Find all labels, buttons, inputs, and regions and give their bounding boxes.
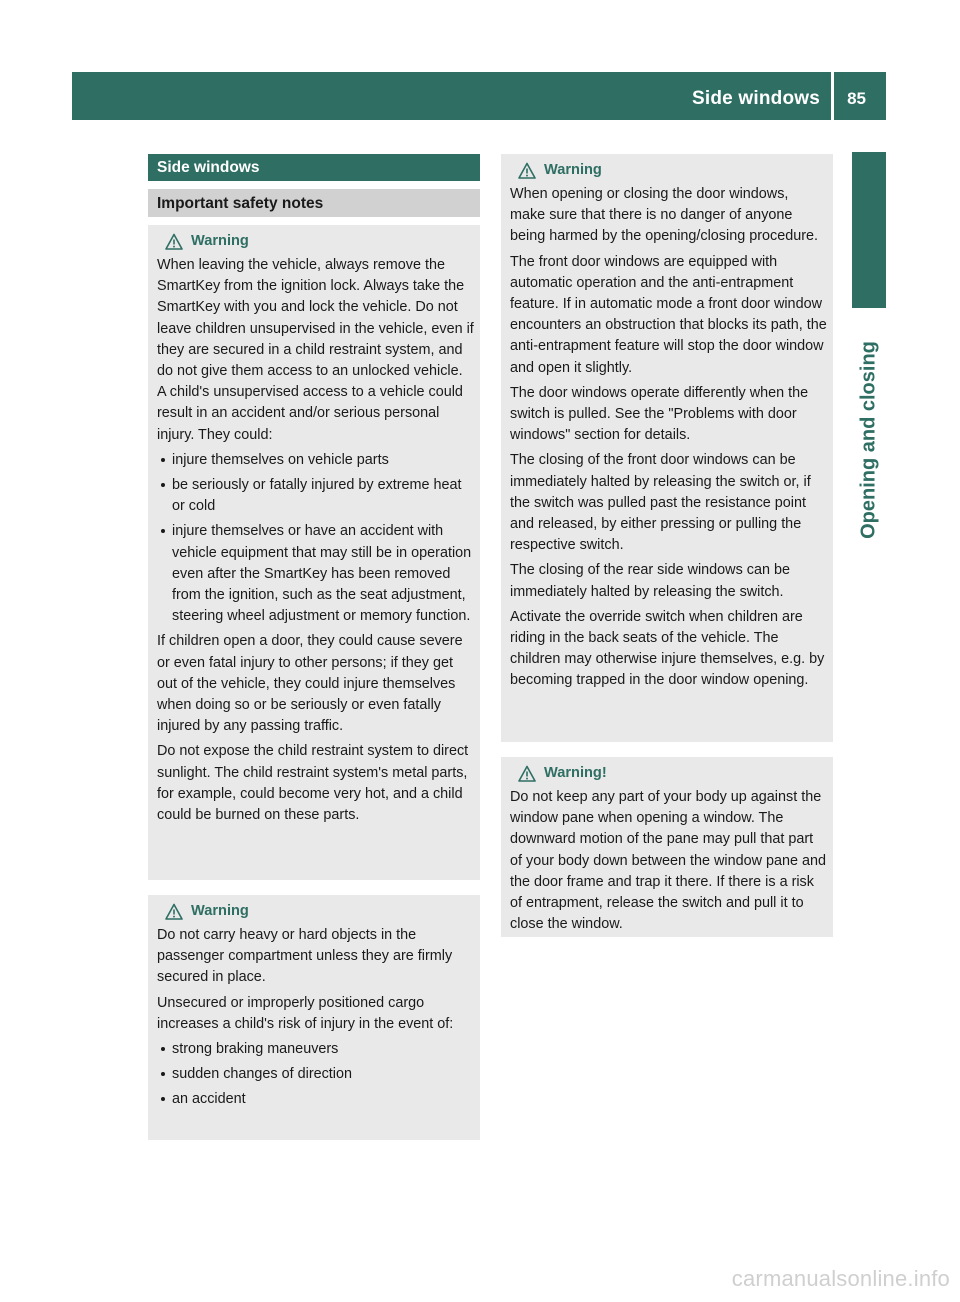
chapter-tab-block bbox=[852, 152, 886, 308]
watermark: carmanualsonline.info bbox=[731, 1266, 950, 1291]
warning-paragraph: When opening or closing the door windows, make sure that there is no danger of anyone being harmed by the opening/closing procedure. bbox=[510, 186, 819, 245]
list-item: an accident bbox=[157, 1089, 474, 1110]
warning-header bbox=[157, 233, 474, 251]
warning-label: Warning! bbox=[544, 765, 607, 782]
list-item: injure themselves on vehicle parts bbox=[157, 450, 474, 471]
warning-triangle-icon bbox=[518, 162, 536, 180]
warning-label: Warning bbox=[191, 903, 249, 920]
list-item: injure themselves or have an accident with vehicle equipment that may still be in operation even after the SmartKey has been removed from the ignition, such as the seat adjustment, steering wheel adjustment or memory function. bbox=[157, 521, 474, 627]
warning-paragraph: The door windows operate differently when the switch is pulled. See the "Problems with door windows" section for details. bbox=[510, 384, 809, 444]
chapter-tab-label: Opening and closing bbox=[857, 341, 880, 539]
warning-paragraph: Do not carry heavy or hard objects in the passenger compartment unless they are firmly secured in place. bbox=[157, 927, 453, 986]
warning-paragraph: Unsecured or improperly positioned cargo increases a child's risk of injury in the event of: bbox=[157, 994, 454, 1032]
warning-paragraph: Activate the override switch when children are riding in the back seats of the vehicle. The children may otherwise injure themselves, e.g. by becoming trapped in the door window opening. bbox=[510, 608, 825, 689]
warning-paragraph: If children open a door, they could cause severe or even fatal injury to other persons; if they get out of the vehicle, they could injure themselves when doing so or be seriously or even fatally injured by any passing traffic. bbox=[157, 633, 463, 735]
warning-paragraph: Do not keep any part of your body up against the window pane when opening a window. The downward motion of the pane may pull that part of your body down between the window pane and the door frame and trap it there. If there is a risk of entrapment, release the switch and pull it to close the window. bbox=[510, 789, 827, 933]
warning-triangle-icon bbox=[165, 903, 183, 921]
warning-header bbox=[510, 765, 827, 783]
warning-paragraph: The closing of the front door windows can be immediately halted by releasing the switch or, if the switch was pulled past the resistance point and released, by either pressing or pulling the respective switch. bbox=[510, 452, 811, 554]
warning-box-children bbox=[148, 225, 480, 880]
page-number: 85 bbox=[847, 89, 866, 108]
header-title: Side windows bbox=[691, 88, 820, 109]
list-item: strong braking maneuvers bbox=[157, 1039, 474, 1060]
section-subtitle: Important safety notes bbox=[148, 189, 480, 217]
warning-triangle-icon bbox=[165, 233, 183, 251]
list-item: be seriously or fatally injured by extreme heat or cold bbox=[157, 475, 474, 517]
page-header bbox=[72, 72, 886, 120]
warning-label: Warning bbox=[544, 162, 602, 179]
warning-header bbox=[510, 162, 827, 180]
warning-bullet-list bbox=[157, 450, 474, 628]
warning-paragraph: When leaving the vehicle, always remove the SmartKey from the ignition lock. Always take the SmartKey with you and lock the vehicle. Do not leave children unsupervised in the vehicle, even if they are secured in a child restraint system, and do not give them access to an unlocked vehicle. A child's unsupervised access to a vehicle could result in an accident and/or serious personal injury. They could: bbox=[157, 257, 474, 443]
warning-box-door-windows bbox=[501, 154, 833, 742]
warning-paragraph: The front door windows are equipped with automatic operation and the anti-entrapment feature. If in automatic mode a front door window encounters an obstruction that blocks its path, the anti-entrapment feature will stop the door window and open it slightly. bbox=[510, 253, 827, 376]
warning-box-cargo bbox=[148, 895, 480, 1140]
warning-box-body-parts bbox=[501, 757, 833, 937]
section-title: Side windows bbox=[148, 154, 480, 181]
list-item: sudden changes of direction bbox=[157, 1064, 474, 1085]
warning-header bbox=[157, 903, 474, 921]
warning-bullet-list bbox=[157, 1039, 474, 1111]
warning-paragraph: The closing of the rear side windows can be immediately halted by releasing the switch. bbox=[510, 562, 790, 600]
header-divider bbox=[831, 72, 834, 120]
warning-label: Warning bbox=[191, 233, 249, 250]
warning-triangle-icon bbox=[518, 765, 536, 783]
warning-paragraph: Do not expose the child restraint system to direct sunlight. The child restraint system's metal parts, for example, could become very hot, and a child could be burned on these parts. bbox=[157, 743, 469, 824]
